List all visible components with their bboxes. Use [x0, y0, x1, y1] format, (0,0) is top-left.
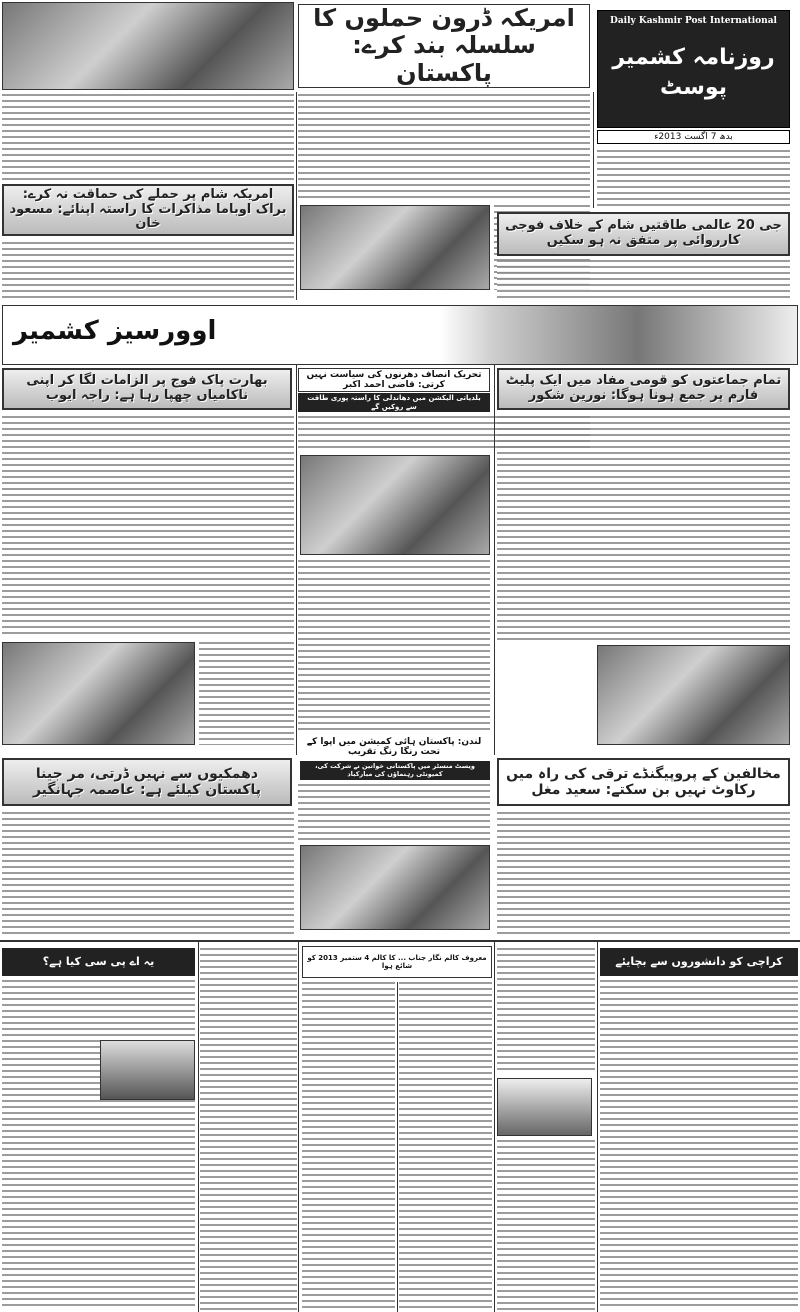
article-text: [497, 260, 790, 298]
main-headline: امریکہ ڈرون حملوں کا سلسلہ بند کرے: پاکستان: [298, 4, 590, 88]
column-divider: [298, 942, 299, 1312]
column-divider: [494, 365, 495, 755]
masthead: [597, 10, 790, 128]
group-photo: [300, 845, 490, 930]
row3-left-headline: دھمکیوں سے نہیں ڈرتی، مر جینا پاکستان کیلئے ہے: عاصمہ جہانگیر: [2, 758, 292, 806]
article-text: [497, 948, 595, 1073]
article-text: [2, 242, 294, 298]
column-divider: [597, 942, 598, 1312]
column-mid-intro: معروف کالم نگار جناب ... کا کالم 4 ستمبر 2013 کو شائع ہوا: [302, 946, 492, 978]
column-left-title: یہ اے پی سی کیا ہے؟: [2, 948, 195, 976]
right-ceremony-photo: [597, 645, 790, 745]
column-divider: [296, 365, 297, 755]
article-text: [199, 642, 294, 745]
article-text: [200, 948, 297, 1310]
article-text: [600, 980, 798, 1310]
row2-left-headline: بھارت پاک فوج پر الزامات لگا کر اپنی ناکامیاں چھپا رہا ہے: راجہ ایوب: [2, 368, 292, 410]
column-divider: [494, 942, 495, 1312]
article-text: [2, 980, 195, 1310]
left-meeting-photo: [2, 642, 195, 745]
column-right-title: کراچی کو دانشوروں سے بچایئے: [600, 948, 798, 976]
article-text: [298, 94, 590, 200]
article-text: [298, 560, 490, 730]
article-text: [497, 812, 790, 938]
overseas-title: اوورسیز کشمیر: [13, 316, 217, 346]
right-top-headline: جی 20 عالمی طاقتیں شام کے خلاف فوجی کارروائی پر متفق نہ ہو سکیں: [497, 212, 790, 256]
column-divider: [0, 940, 800, 942]
columnist-portrait-right: [497, 1078, 592, 1136]
rally-photo: [2, 2, 294, 90]
left-top-headline: امریکہ شام پر حملے کی حماقت نہ کرے: براک اوباما مذاکرات کا راستہ اپنائے: مسعود خان: [2, 184, 294, 236]
column-divider: [198, 942, 199, 1312]
masthead-english-title: Daily Kashmir Post International: [610, 16, 777, 26]
row3-mid-subheadline: ویسٹ منسٹر میں پاکستانی خواتین نے شرکت کی، کمیونٹی رہنماؤں کی مبارکباد: [300, 761, 490, 780]
row3-right-headline: مخالفین کے پروپیگنڈے ترقی کی راہ میں رکاوٹ نہیں بن سکتے: سعید مغل: [497, 758, 790, 806]
column-divider: [593, 92, 594, 208]
article-text: [2, 416, 294, 637]
article-text: [298, 784, 490, 840]
article-text: [302, 982, 395, 1310]
masthead-date: بدھ 7 اگست 2013ء: [597, 130, 790, 144]
article-text: [2, 94, 294, 180]
column-divider: [296, 92, 297, 300]
masthead-logo: روزنامہ کشمیر پوسٹ: [612, 45, 775, 100]
article-text: [2, 812, 294, 938]
three-men-photo: [300, 455, 490, 555]
row3-mid-headline: لندن: پاکستان ہائی کمیشن میں اپوا کے تحت رنگا رنگ تقریب: [306, 736, 482, 757]
article-text: [597, 150, 790, 208]
article-text: [497, 1140, 595, 1310]
column-divider: [397, 982, 398, 1312]
row2-mid-subheadline: بلدیاتی الیکشن میں دھاندلی کا راستہ پوری طاقت سے روکیں گے: [298, 393, 490, 412]
article-text: [399, 982, 492, 1310]
overseas-banner: [2, 305, 798, 365]
article-text: [497, 416, 790, 642]
columnist-portrait-left: [100, 1040, 195, 1100]
row2-right-headline: تمام جماعتوں کو قومی مفاد میں ایک پلیٹ فارم پر جمع ہونا ہوگا: نورین شکور: [497, 368, 790, 410]
row2-mid-headline: تحریک انصاف دھرنوں کی سیاست نہیں کرتی: قاضی احمد اکبر: [298, 368, 490, 392]
meeting-photo: [300, 205, 490, 290]
